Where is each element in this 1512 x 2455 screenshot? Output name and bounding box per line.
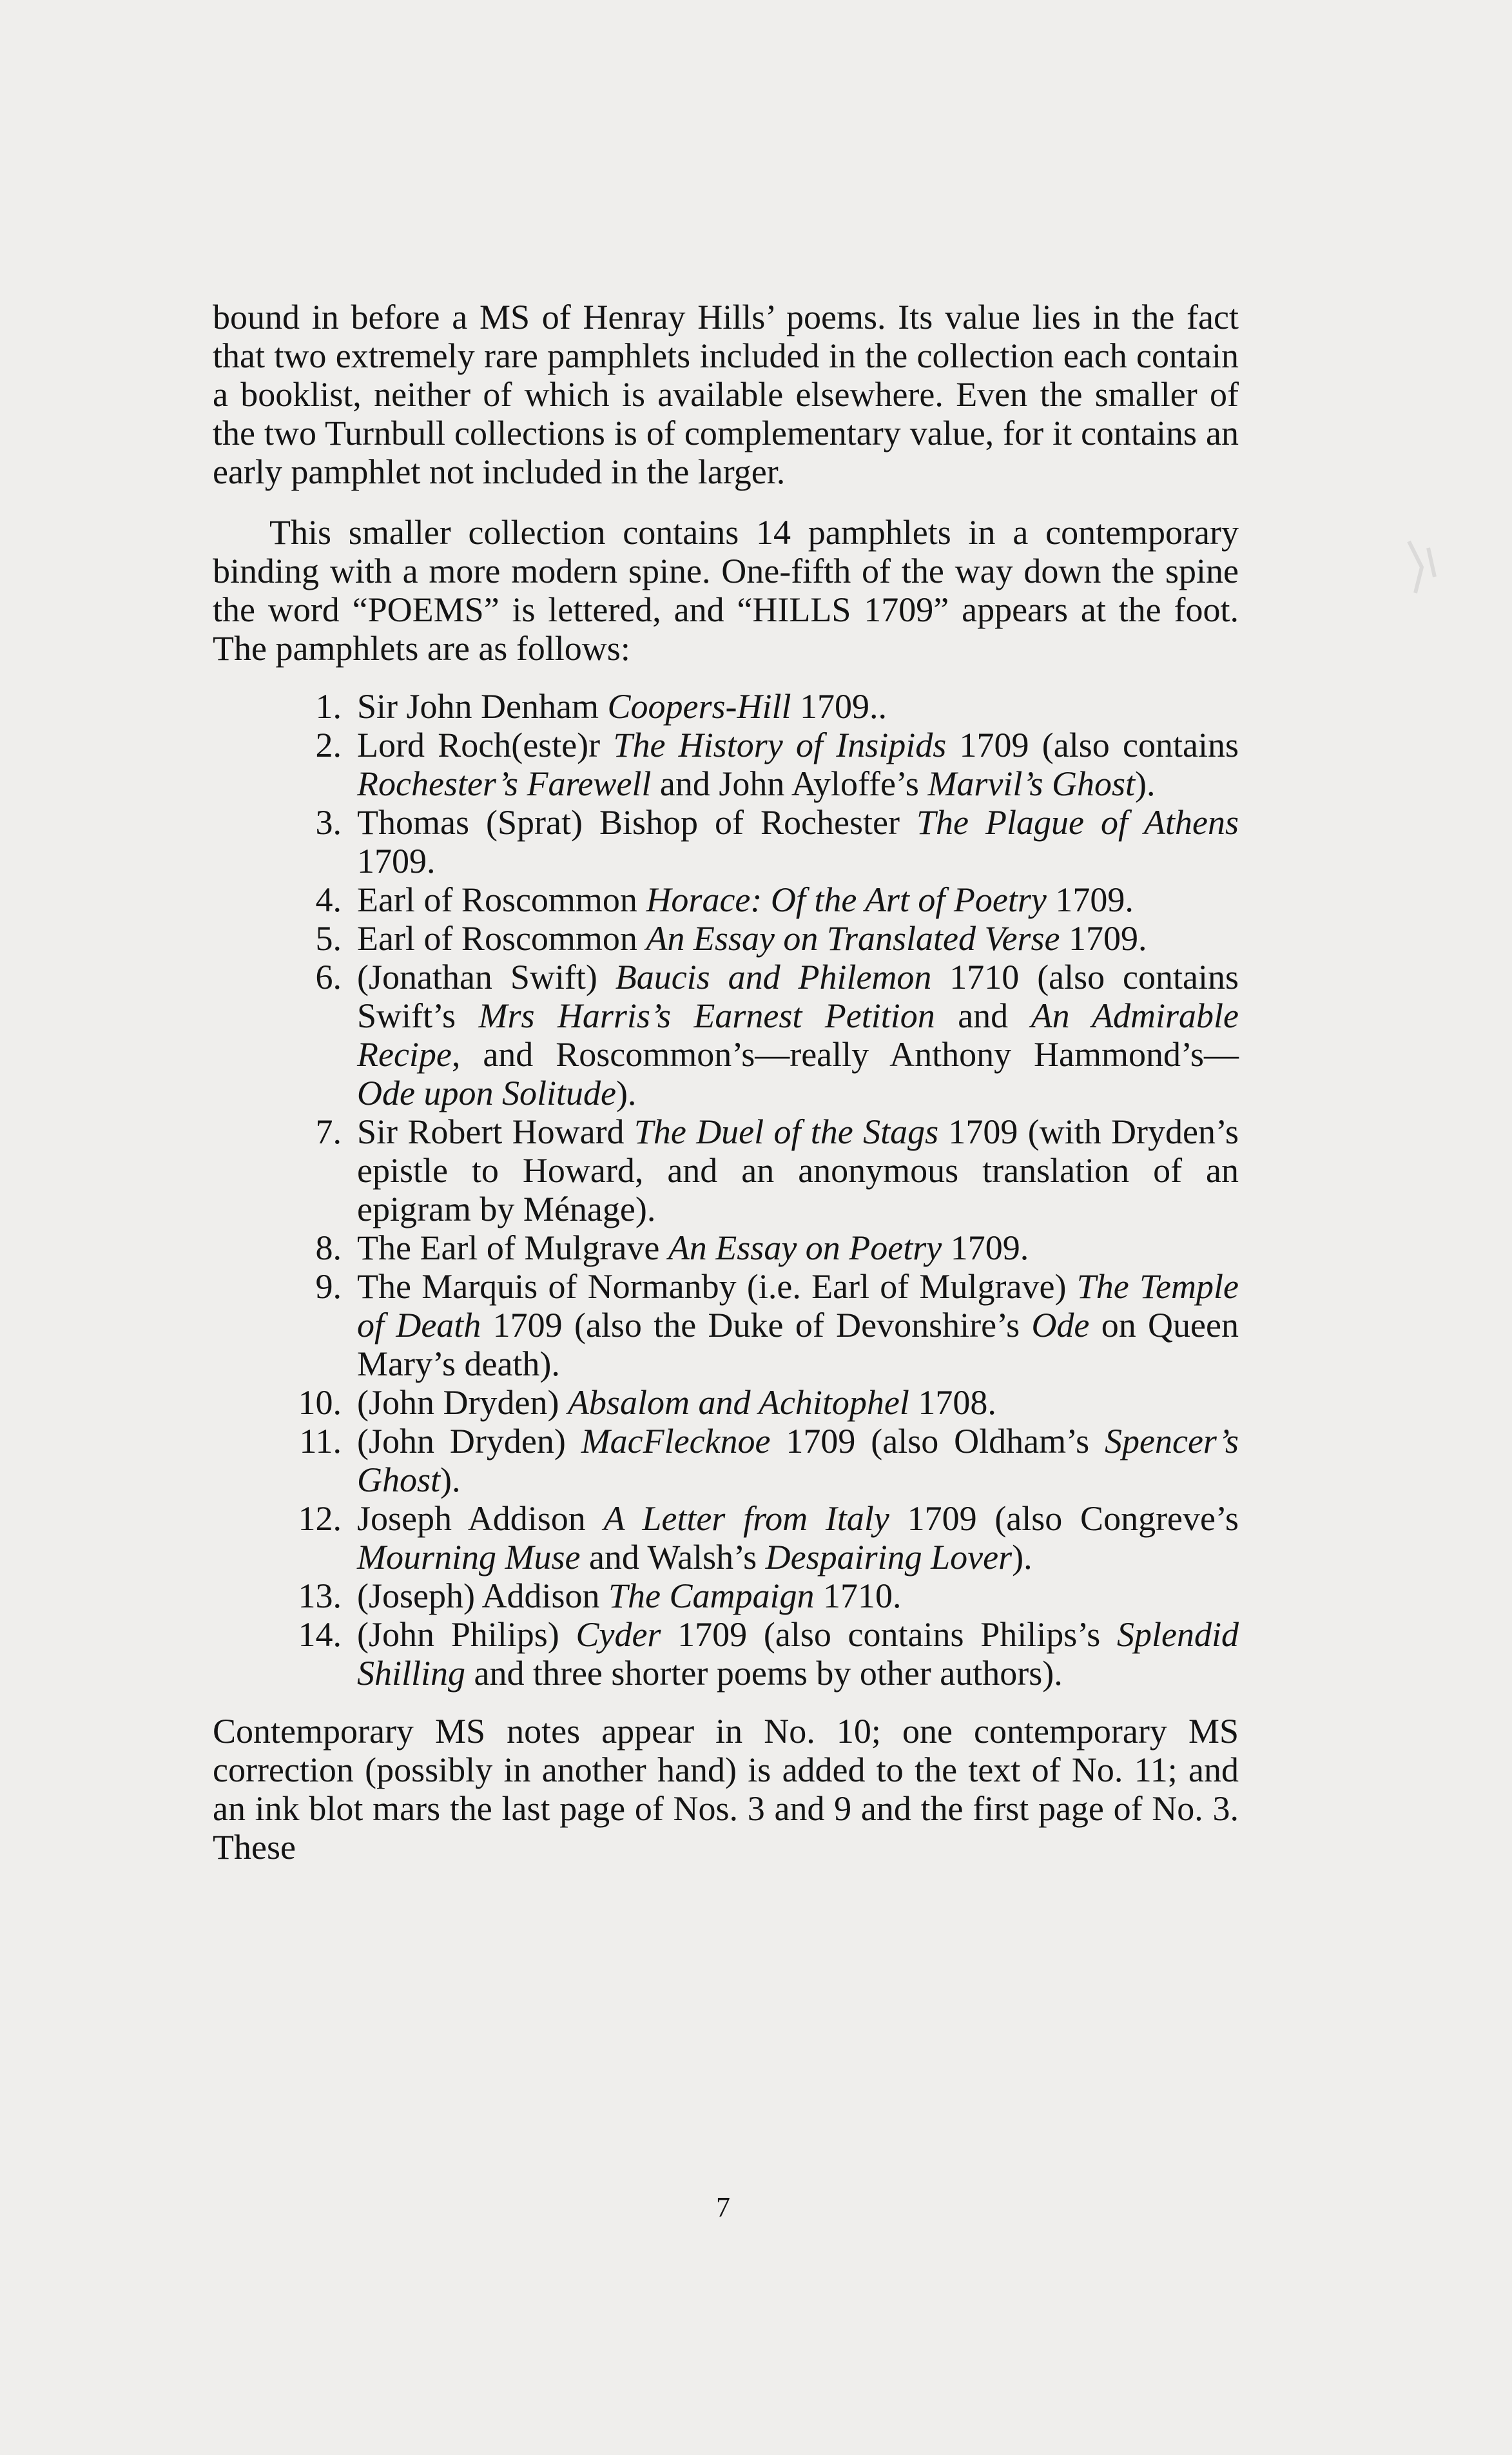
pamphlet-text: 1709 (also Congreve’s [889,1499,1239,1538]
page-number: 7 [716,2191,730,2223]
pamphlet-number: 8. [315,1228,342,1267]
pamphlet-text: 1709. [1060,919,1147,958]
pamphlet-text: (John Philips) [357,1615,576,1654]
pamphlet-title: The History of Insipids [613,726,947,764]
pamphlet-title: Despairing Lover [765,1538,1013,1577]
pamphlet-title: Spencer’s Ghost [357,1422,1239,1499]
pamphlet-title: Rochester’s Farewell [357,764,652,803]
pamphlet-item [213,880,1239,919]
pamphlet-number: 4. [315,880,342,919]
pamphlet-item [213,1577,1239,1615]
pamphlet-title: Coopers-Hill [607,687,791,726]
pamphlet-text: ). [1134,764,1156,803]
pamphlet-number: 1. [315,687,342,726]
pamphlet-text: 1709. [942,1228,1029,1267]
pamphlet-text: Thomas (Sprat) Bishop of Rochester [357,803,916,842]
pamphlet-number: 6. [315,958,342,996]
pamphlet-text: 1709 (also Oldham’s [770,1422,1105,1460]
paragraph-ms-notes: Contemporary MS notes appear in No. 10; one contemporary MS correction (possibly in another hand) is added to the text of No. 11; and an ink blot mars the last page of Nos. 3 and 9 and the first page of No. 3. These [213,1712,1239,1867]
pamphlet-text: 1710. [814,1577,902,1615]
pamphlet-title: The Campaign [608,1577,815,1615]
pamphlet-text: Earl of Roscommon [357,880,646,919]
pamphlet-number: 9. [315,1267,342,1306]
pamphlet-text: (John Dryden) [357,1383,568,1422]
pamphlet-text: Earl of Roscommon [357,919,646,958]
pamphlet-text: Lord Roch(este)r [357,726,614,764]
pamphlet-text: Joseph Addison [357,1499,604,1538]
pamphlet-title: Mourning Muse [357,1538,581,1577]
pamphlet-list [213,687,1239,1693]
pamphlet-text: (Jonathan Swift) [357,958,615,996]
pamphlet-number: 11. [299,1422,342,1460]
pamphlet-number: 7. [315,1112,342,1151]
pamphlet-title: The Plague of Athens [916,803,1239,842]
pamphlet-title: An Admirable Recipe [357,996,1239,1074]
pamphlet-item [213,687,1239,726]
pamphlet-item [213,1615,1239,1693]
pamphlet-text: Sir John Denham [357,687,608,726]
pamphlet-item [213,1112,1239,1228]
pamphlet-number: 14. [298,1615,342,1654]
pamphlet-title: The Duel of the Stags [634,1112,939,1151]
pamphlet-item [213,1499,1239,1577]
pamphlet-item [213,958,1239,1112]
pamphlet-item [213,803,1239,880]
pamphlet-number: 12. [298,1499,342,1538]
pamphlet-text: (John Dryden) [357,1422,581,1460]
pamphlet-title: The Temple of Death [357,1267,1239,1344]
pamphlet-item [213,1267,1239,1383]
text-column [213,298,1239,1867]
pamphlet-text: 1709 (also contains Philips’s [661,1615,1118,1654]
pamphlet-text: 1709 (also the Duke of Devonshire’s [481,1306,1032,1344]
pamphlet-number: 5. [315,919,342,958]
pamphlet-text: 1708. [909,1383,996,1422]
pamphlet-text: and three shorter poems by other authors). [465,1654,1063,1693]
pamphlet-text: 1709 (also contains [946,726,1239,764]
pamphlet-text: , and Roscommon’s—really Anthony Hammond’s— [451,1035,1239,1074]
pamphlet-title: Ode upon Solitude [357,1074,616,1112]
pamphlet-title: Baucis and Philemon [615,958,932,996]
pamphlet-text: 1709. [357,842,436,880]
pamphlet-title: A Letter from Italy [603,1499,889,1538]
pamphlet-item [213,919,1239,958]
pamphlet-text: 1710 (also contains Swift’s [357,958,1239,1035]
pamphlet-number: 2. [315,726,342,764]
pamphlet-title: Mrs Harris’s Earnest Petition [478,996,935,1035]
pamphlet-item [213,1422,1239,1499]
pamphlet-text: Sir Robert Howard [357,1112,634,1151]
pamphlet-title: Splendid Shilling [357,1615,1239,1693]
pamphlet-text: ). [1012,1538,1032,1577]
paragraph-smaller-collection: This smaller collection contains 14 pamphlets in a contemporary binding with a more modern spine. One-fifth of the way down the spine the word “POEMS” is lettered, and “HILLS 1709” appears at the foot. The pamphlets are as follows: [213,513,1239,668]
pamphlet-text: on Queen Mary’s death). [357,1306,1239,1383]
pamphlet-text: ). [615,1074,637,1112]
pamphlet-title: Horace: Of the Art of Poetry [646,880,1047,919]
pamphlet-text: 1709.. [791,687,887,726]
show-through-mark [1383,516,1512,645]
pamphlet-text: 1709 (with Dryden’s epistle to Howard, and an anonymous translation of an epigram by Ménage). [357,1112,1239,1228]
pamphlet-title: An Essay on Translated Verse [646,919,1060,958]
pamphlet-title: Ode [1031,1306,1090,1344]
pamphlet-item [213,1383,1239,1422]
pamphlet-title: MacFlecknoe [581,1422,771,1460]
pamphlet-title: Marvil’s Ghost [927,764,1135,803]
pamphlet-text: The Marquis of Normanby (i.e. Earl of Mulgrave) [357,1267,1077,1306]
pamphlet-text: 1709. [1046,880,1134,919]
pamphlet-text: and [935,996,1031,1035]
pamphlet-title: Absalom and Achitophel [567,1383,909,1422]
pamphlet-text: ). [440,1460,461,1499]
pamphlet-number: 13. [298,1577,342,1615]
pamphlet-title: Cyder [576,1615,661,1654]
pamphlet-title: An Essay on Poetry [668,1228,942,1267]
pamphlet-item [213,726,1239,803]
pamphlet-text: and Walsh’s [580,1538,766,1577]
pamphlet-item [213,1228,1239,1267]
paragraph-continued: bound in before a MS of Henray Hills’ poems. Its value lies in the fact that two extremely rare pamphlets included in the collection each contain a booklist, neither of which is available elsewhere. Even the smaller of the two Turnbull collections is of complementary value, for it contains an early pamphlet not included in the larger. [213,298,1239,491]
pamphlet-number: 3. [315,803,342,842]
pamphlet-text: and John Ayloffe’s [651,764,928,803]
pamphlet-text: (Joseph) Addison [357,1577,608,1615]
pamphlet-number: 10. [298,1383,342,1422]
pamphlet-text: The Earl of Mulgrave [357,1228,668,1267]
